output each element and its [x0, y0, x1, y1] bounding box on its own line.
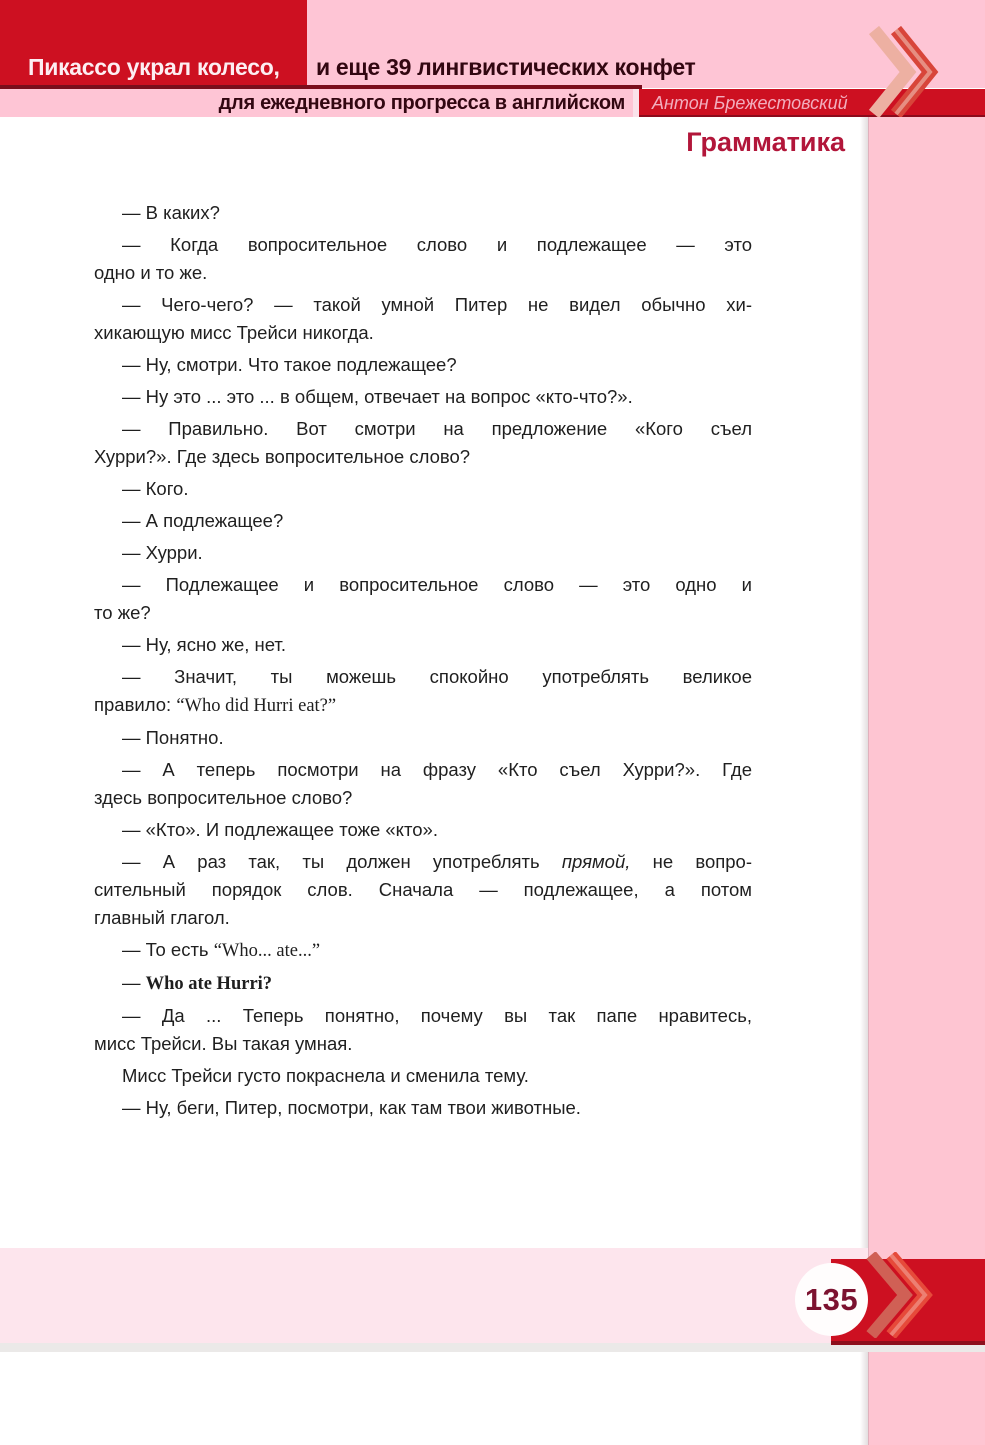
book-title-part1: Пикассо украл колесо,: [28, 54, 280, 80]
paragraph: Мисс Трейси густо покраснела и сменила тему.: [122, 1065, 529, 1086]
paragraph: — Правильно. Вот смотри на предложение «Кого съел Хурри?». Где здесь вопросительное слово?: [94, 418, 752, 467]
paragraph: — Ну это ... это ... в общем, отвечает на вопрос «кто-что?».: [122, 386, 633, 407]
page-number-badge: [795, 1263, 868, 1336]
page-margin-band: [868, 117, 985, 1445]
paragraph: — А теперь посмотри на фразу «Кто съел Хурри?». Где здесь вопросительное слово?: [94, 759, 752, 808]
footer-pink-band: [0, 1248, 868, 1343]
book-title-part2: и еще 39 лингвистических конфет: [316, 54, 696, 80]
section-heading: Грамматика: [686, 127, 845, 157]
dialogue-text: [94, 199, 752, 1126]
paragraph: — Ну, ясно же, нет.: [122, 634, 286, 655]
paragraph: — Хурри.: [122, 542, 203, 563]
paragraph: — То есть “Who... ate...”: [122, 939, 321, 961]
paragraph: — А подлежащее?: [122, 510, 284, 531]
paragraph: — «Кто». И подлежащее тоже «кто».: [122, 819, 438, 840]
paragraph: — Who ate Hurri?: [122, 972, 273, 994]
page-edge-shadow: [860, 117, 869, 1445]
paragraph: — Когда вопросительное слово и подлежащее — это одно и то же.: [94, 234, 752, 283]
double-chevron-right-icon: [863, 1252, 945, 1338]
page-number: 135: [804, 1281, 859, 1317]
paragraph: — Кого.: [122, 478, 189, 499]
book-subtitle: для ежедневного прогресса в английском: [218, 92, 625, 114]
paragraph: — В каких?: [122, 202, 220, 223]
paragraph: — Понятно.: [122, 727, 224, 748]
author-name: Антон Брежестовский: [652, 93, 848, 113]
paragraph: — Значит, ты можешь спокойно употреблять великое правило: “Who did Hurri eat?”: [94, 666, 752, 716]
paragraph: — А раз так, ты должен употреблять прямой, не вопро- сительный порядок слов. Сначала — подлежащее, а потом главный глагол.: [94, 851, 753, 928]
paragraph: — Ну, беги, Питер, посмотри, как там твои животные.: [122, 1097, 581, 1118]
paragraph: — Чего-чего? — такой умной Питер не видел обычно хи- хикающую мисс Трейси никогда.: [94, 294, 752, 343]
paragraph: — Да ... Теперь понятно, почему вы так папе нравитесь, мисс Трейси. Вы такая умная.: [94, 1005, 752, 1054]
paragraph: — Ну, смотри. Что такое подлежащее?: [122, 354, 457, 375]
paragraph: — Подлежащее и вопросительное слово — это одно и то же?: [94, 574, 752, 623]
double-chevron-right-icon: [862, 26, 950, 118]
